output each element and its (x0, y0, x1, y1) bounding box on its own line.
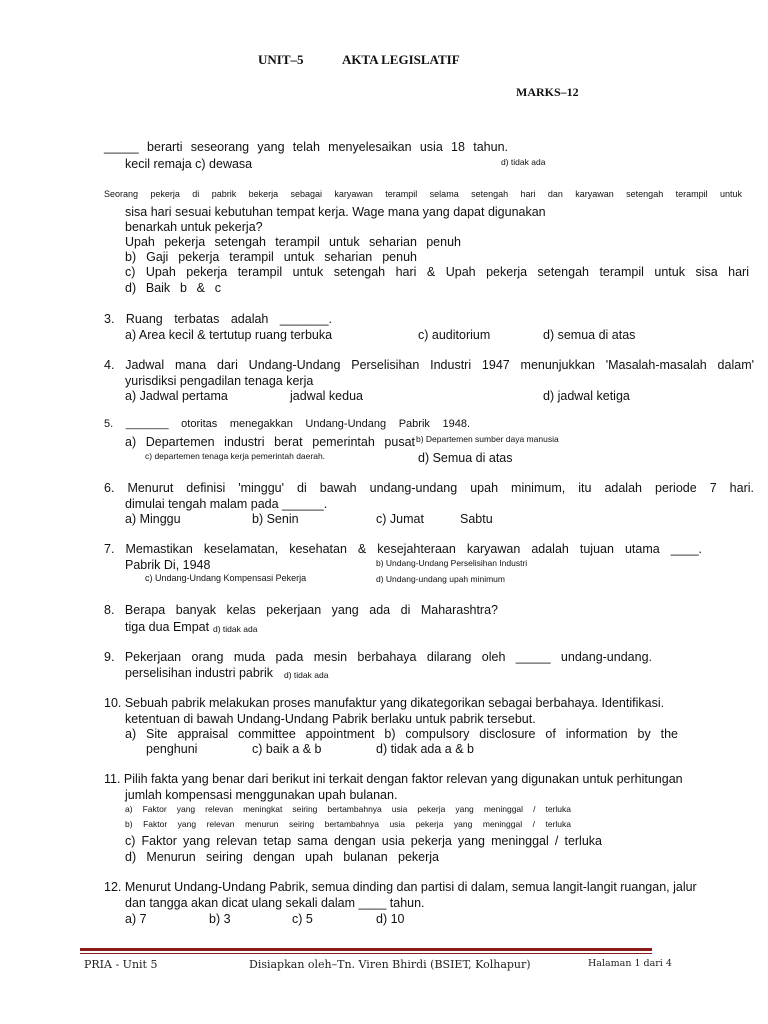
q6-option-c: c) Jumat (376, 512, 424, 526)
q6-option-d: Sabtu (460, 512, 493, 526)
q11-option-a: a) Faktor yang relevan meningkat seiring bertambahnya usia pekerja yang meninggal / terluka (125, 804, 571, 814)
q7-option-d: d) Undang-undang upah minimum (376, 574, 505, 584)
q12-stem-line2: dan tangga akan dicat ulang sekali dalam ____ tahun. (125, 896, 425, 910)
q6-stem-line1: 6. Menurut definisi 'minggu' di bawah undang-undang upah minimum, itu adalah periode 7 hari. (104, 481, 754, 495)
q1-option-d: d) tidak ada (501, 157, 546, 167)
footer-rule-thin (80, 953, 652, 954)
footer-center: Disiapkan oleh–Tn. Viren Bhirdi (BSIET, Kolhapur) (249, 958, 531, 971)
q5-option-d: d) Semua di atas (418, 451, 513, 465)
q7-option-a: Pabrik Di, 1948 (125, 558, 211, 572)
q2-option-c: c) Upah pekerja terampil untuk setengah hari & Upah pekerja setengah terampil untuk sisa hari (125, 265, 749, 279)
q12-option-a: a) 7 (125, 912, 147, 926)
q9-options: perselisihan industri pabrik (125, 666, 273, 680)
q5-option-a: a) Departemen industri berat pemerintah pusat (125, 435, 415, 449)
q2-stem-line1: Seorang pekerja di pabrik bekerja sebagai karyawan terampil selama setengah hari dan karyawan setengah terampil untuk (104, 189, 742, 199)
q4-option-d: d) jadwal ketiga (543, 389, 630, 403)
q12-option-c: c) 5 (292, 912, 313, 926)
q6-option-b: b) Senin (252, 512, 299, 526)
page-title: AKTA LEGISLATIF (342, 52, 460, 67)
q4-stem-line2: yurisdiksi pengadilan tenaga kerja (125, 374, 314, 388)
q5-option-b: b) Departemen sumber daya manusia (416, 434, 559, 444)
q12-stem-line1: 12. Menurut Undang-Undang Pabrik, semua dinding dan partisi di dalam, semua langit-langit ruangan, jalur (104, 880, 697, 894)
q2-stem-line2: sisa hari sesuai kebutuhan tempat kerja. Wage mana yang dapat digunakan (125, 205, 546, 219)
q11-option-b: b) Faktor yang relevan menurun seiring bertambahnya usia pekerja yang meninggal / terluka (125, 819, 571, 829)
q10-option-c: c) baik a & b (252, 742, 322, 756)
q4-stem-line1: 4. Jadwal mana dari Undang-Undang Perselisihan Industri 1947 menunjukkan 'Masalah-masalah dalam' (104, 358, 754, 372)
q5-stem: 5. _______ otoritas menegakkan Undang-Undang Pabrik 1948. (104, 418, 470, 430)
footer-right: Halaman 1 dari 4 (588, 958, 672, 969)
footer-left: PRIA - Unit 5 (84, 958, 158, 971)
q4-option-a: a) Jadwal pertama (125, 389, 228, 403)
q3-option-d: d) semua di atas (543, 328, 636, 342)
q11-option-d: d) Menurun seiring dengan upah bulanan pekerja (125, 850, 439, 864)
q10-stem-line2: ketentuan di bawah Undang-Undang Pabrik berlaku untuk pabrik tersebut. (125, 712, 536, 726)
q7-option-b: b) Undang-Undang Perselisihan Industri (376, 558, 528, 568)
q2-stem-line3: benarkah untuk pekerja? (125, 220, 263, 234)
q9-option-d: d) tidak ada (284, 670, 329, 680)
q9-stem: 9. Pekerjaan orang muda pada mesin berbahaya dilarang oleh _____ undang-undang. (104, 650, 652, 664)
q10-stem-line1: 10. Sebuah pabrik melakukan proses manufaktur yang dikategorikan sebagai berbahaya. Identifikasi. (104, 696, 665, 710)
q1-stem: _____ berarti seseorang yang telah menyelesaikan usia 18 tahun. (104, 140, 508, 154)
q7-option-c: c) Undang-Undang Kompensasi Pekerja (145, 573, 307, 583)
q6-stem-line2: dimulai tengah malam pada ______. (125, 497, 328, 511)
q11-stem-line1: 11. Pilih fakta yang benar dari berikut ini terkait dengan faktor relevan yang digunakan untuk perhitungan (104, 772, 683, 786)
q11-stem-line2: jumlah kompensasi menggunakan upah bulanan. (125, 788, 398, 802)
q3-stem: 3. Ruang terbatas adalah _______. (104, 312, 332, 326)
q4-option-b: jadwal kedua (290, 389, 363, 403)
q1-options: kecil remaja c) dewasa (125, 157, 253, 171)
q12-option-b: b) 3 (209, 912, 231, 926)
q3-option-a: a) Area kecil & tertutup ruang terbuka (125, 328, 333, 342)
q8-option-d: d) tidak ada (213, 624, 258, 634)
q10-option-ab: a) Site appraisal committee appointment b) compulsory disclosure of information by the (125, 727, 678, 741)
q12-option-d: d) 10 (376, 912, 405, 926)
marks-label: MARKS–12 (516, 85, 579, 99)
q6-option-a: a) Minggu (125, 512, 181, 526)
q3-option-c: c) auditorium (418, 328, 491, 342)
q2-option-a: Upah pekerja setengah terampil untuk seharian penuh (125, 235, 461, 249)
unit-label: UNIT–5 (258, 52, 304, 67)
q8-stem: 8. Berapa banyak kelas pekerjaan yang ada di Maharashtra? (104, 603, 498, 617)
q2-option-d: d) Baik b & c (125, 281, 221, 295)
footer-rule-thick (80, 948, 652, 951)
q2-option-b: b) Gaji pekerja terampil untuk seharian penuh (125, 250, 417, 264)
q10-option-b-cont: penghuni (146, 742, 198, 756)
q11-option-c: c) Faktor yang relevan tetap sama dengan usia pekerja yang meninggal / terluka (125, 834, 602, 848)
q5-option-c: c) departemen tenaga kerja pemerintah daerah. (145, 451, 326, 461)
q8-options: tiga dua Empat (125, 620, 210, 634)
q10-option-d: d) tidak ada a & b (376, 742, 474, 756)
q7-stem-line1: 7. Memastikan keselamatan, kesehatan & kesejahteraan karyawan adalah tujuan utama ____. (104, 542, 702, 556)
